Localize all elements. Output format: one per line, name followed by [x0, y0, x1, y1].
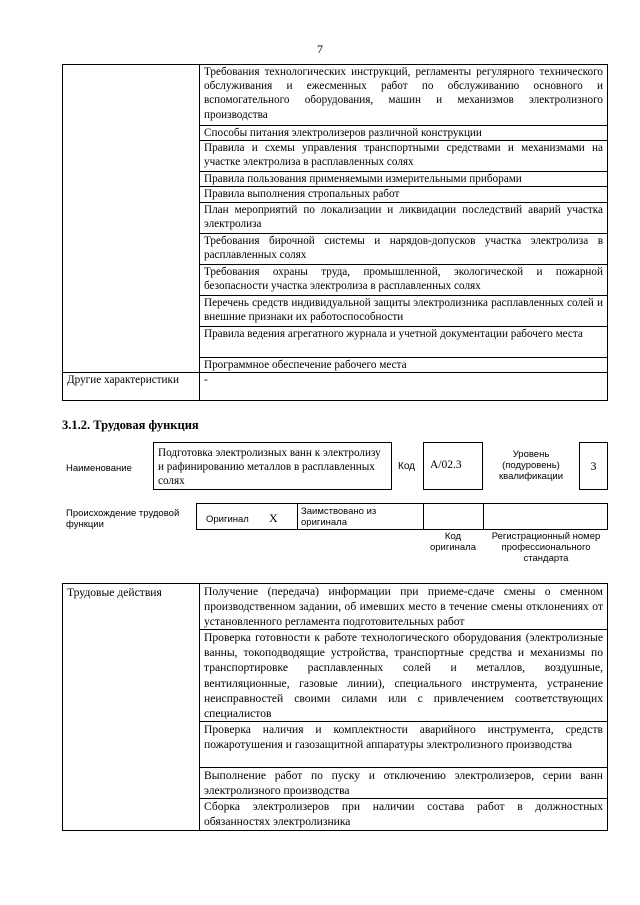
reg-number-label: Регистрационный номер профессионального стандарта	[491, 531, 601, 564]
original-mark: X	[269, 511, 278, 525]
knowledge-row: План мероприятий по локализации и ликвидации последствий аварий участка электролиза	[200, 202, 608, 233]
knowledge-row: Правила ведения агрегатного журнала и учетной документации рабочего места	[200, 326, 608, 357]
original-label: Оригинал	[206, 514, 249, 525]
other-characteristics-label: Другие характеристики	[63, 372, 200, 400]
origin-box	[196, 503, 608, 530]
knowledge-row: Правила выполнения стропальных работ	[200, 187, 608, 202]
knowledge-label-cell	[63, 65, 200, 373]
labor-action-row: Выполнение работ по пуску и отключению электролизеров, серии ванн электролизного производства	[200, 767, 608, 798]
code-box	[423, 442, 483, 490]
knowledge-row: Правила пользования применяемыми измерительными приборами	[200, 172, 608, 187]
page-number: 7	[317, 42, 323, 56]
section-title: 3.1.2. Трудовая функция	[62, 418, 199, 432]
labor-action-row: Проверка готовности к работе технологического оборудования (электролизные ванны, токоподводящие устройства, транспортные средства и механизмы по транспортировке расплавленных солей и металлов, воздушные, вентиляционные, газовые линии), специального инструмента, устранение неисправностей своими силами или с привлечением соответствующих специалистов	[200, 630, 608, 722]
other-characteristics-value: -	[200, 372, 608, 400]
level-box	[579, 442, 608, 490]
borrowed-label: Заимствовано из оригинала	[301, 506, 377, 528]
knowledge-row: Перечень средств индивидуальной защиты электролизника расплавленных солей и внешние признаки их работоспособности	[200, 295, 608, 326]
origin-label: Происхождение трудовой функции	[66, 508, 180, 530]
knowledge-row: Требования технологических инструкций, регламенты регулярного технического обслуживания и ежесменных работ по обслуживанию основного и вспомогательного оборудования, машин и механизмов электролизного производства	[200, 65, 608, 126]
labor-action-row: Проверка наличия и комплектности аварийного инструмента, средств пожаротушения и газозащитной аппаратуры электролизного производства	[200, 721, 608, 767]
labor-action-row: Сборка электролизеров при наличии состава работ в должностных обязанностях электролизника	[200, 799, 608, 831]
labor-actions-label: Трудовые действия	[63, 584, 200, 831]
knowledge-row: Программное обеспечение рабочего места	[200, 357, 608, 372]
name-box	[153, 442, 392, 490]
code-original-label: Код оригинала	[429, 531, 476, 553]
code-value: А/02.3	[430, 459, 462, 471]
labor-action-row: Получение (передача) информации при приеме-сдаче смены о сменном производственном задании, об имевших место в течение смены отклонениях от установленного регламента подготовительных работ	[200, 584, 608, 630]
knowledge-row: Требования бирочной системы и нарядов-допусков участка электролиза в расплавленных солях	[200, 233, 608, 264]
knowledge-row: Правила и схемы управления транспортными средствами и механизмами на участке электролиза в расплавленных солях	[200, 141, 608, 172]
level-value: 3	[590, 459, 597, 473]
code-label: Код	[398, 461, 416, 472]
knowledge-row: Требования охраны труда, промышленной, экологической и пожарной безопасности участка электролиза в расплавленных солях	[200, 264, 608, 295]
name-label: Наименование	[66, 463, 132, 474]
name-value: Подготовка электролизных ванн к электролизу и рафинированию металлов в расплавленных солях	[158, 447, 381, 487]
labor-actions-table	[62, 583, 608, 831]
level-label: Уровень (подуровень) квалификации	[498, 449, 564, 482]
knowledge-row: Способы питания электролизеров различной конструкции	[200, 126, 608, 141]
knowledge-table	[62, 64, 608, 401]
